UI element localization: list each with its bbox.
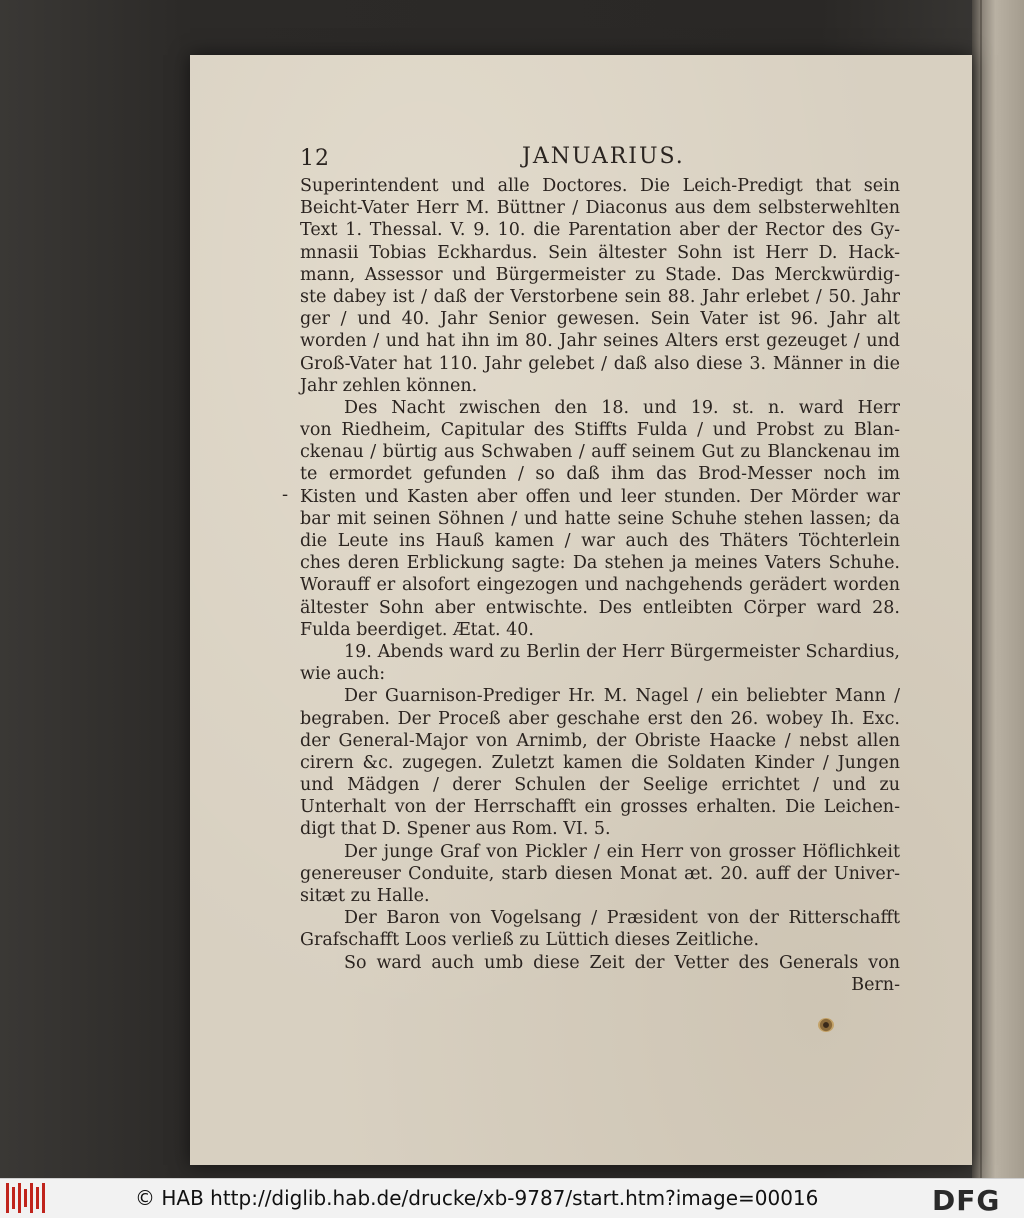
- text-line: Jahr zehlen können.: [300, 375, 478, 396]
- text-line: Worauff er alsofort eingezogen und nachgehends gerädert worden: [300, 575, 900, 596]
- page-header: [300, 140, 685, 174]
- text-line: Des Nacht zwischen den 18. und 19. st. n. ward Herr: [344, 397, 900, 418]
- text-line: ches deren Erblickung sagte: Da stehen ja meines Vaters Schuhe.: [300, 553, 900, 574]
- text-line: genereuser Conduite, starb diesen Monat æt. 20. auff der Univer-: [300, 863, 900, 884]
- footer-bar: [0, 1178, 1024, 1218]
- text-line: cirern &c. zugegen. Zuletzt kamen die Soldaten Kinder / Jungen: [300, 752, 900, 773]
- text-line: digt that D. Spener aus Rom. VI. 5.: [300, 819, 611, 840]
- text-line: sitæt zu Halle.: [300, 886, 430, 906]
- margin-mark: -: [282, 484, 289, 505]
- text-line: die Leute ins Hauß kamen / war auch des Thäters Töchterlein: [300, 531, 900, 551]
- text-line: begraben. Der Proceß aber geschahe erst den 26. wobey Ih. Exc.: [300, 708, 900, 729]
- text-line: Fulda beerdiget. Ætat. 40.: [300, 619, 534, 640]
- text-line: der General-Major von Arnimb, der Obriste Haacke / nebst allen: [300, 730, 900, 751]
- copyright-link[interactable]: © HAB http://diglib.hab.de/drucke/xb-9787/start.htm?image=00016: [135, 1186, 819, 1210]
- text-line: te ermordet gefunden / so daß ihm das Brod-Messer noch im: [300, 464, 900, 485]
- text-line: Der junge Graf von Pickler / ein Herr von grosser Höflichkeit: [344, 841, 900, 862]
- text-line: Beicht-Vater Herr M. Büttner / Diaconus aus dem selbsterwehlten: [300, 198, 900, 219]
- text-line: Superintendent und alle Doctores. Die Leich-Predigt that sein: [300, 176, 900, 196]
- text-line: Der Baron von Vogelsang / Præsident von der Ritterschafft: [344, 908, 900, 929]
- text-line: bar mit seinen Söhnen / und hatte seine Schuhe stehen lassen; da: [300, 508, 900, 529]
- text-line: ältester Sohn aber entwischte. Des entleibten Cörper ward 28.: [300, 597, 900, 618]
- dfg-logo: DFG: [932, 1184, 1001, 1217]
- text-line: Der Guarnison-Prediger Hr. M. Nagel / ein beliebter Mann /: [344, 686, 900, 707]
- text-line: Text 1. Thessal. V. 9. 10. die Parentation aber der Rector des Gy-: [300, 220, 900, 241]
- text-line: und Mädgen / derer Schulen der Seelige errichtet / und zu: [300, 775, 900, 796]
- text-line: So ward auch umb diese Zeit der Vetter des Generals von: [344, 952, 900, 973]
- running-head: JANUARIUS.: [522, 144, 685, 169]
- text-line: Grafschafft Loos verließ zu Lüttich dieses Zeitliche.: [300, 930, 760, 951]
- hab-logo-icon: [6, 1183, 46, 1213]
- text-line: Kisten und Kasten aber offen und leer stunden. Der Mörder war: [300, 486, 900, 507]
- page-number: 12: [300, 146, 330, 171]
- text-line: ckenau / bürtig aus Schwaben / auff seinem Gut zu Blanckenau im: [300, 442, 900, 463]
- text-line: von Riedheim, Capitular des Stiffts Fulda / und Probst zu Blan-: [300, 420, 900, 441]
- catchword: Bern-: [851, 974, 900, 995]
- text-line: Unterhalt von der Herrschafft ein grosses erhalten. Die Leichen-: [300, 797, 900, 818]
- text-line: mnasii Tobias Eckhardus. Sein ältester Sohn ist Herr D. Hack-: [300, 242, 900, 263]
- text-line: worden / und hat ihn im 80. Jahr seines Alters erst gezeuget / und: [300, 331, 900, 352]
- text-line: ger / und 40. Jahr Senior gewesen. Sein Vater ist 96. Jahr alt: [300, 309, 900, 330]
- ink-blot-ornament: [818, 1018, 834, 1032]
- text-line: wie auch:: [300, 664, 386, 685]
- text-line: mann, Assessor und Bürgermeister zu Stade. Das Merckwürdig-: [300, 264, 900, 285]
- text-line: 19. Abends ward zu Berlin der Herr Bürgermeister Schardius,: [344, 641, 900, 662]
- text-line: Groß-Vater hat 110. Jahr gelebet / daß also diese 3. Männer in die: [300, 353, 900, 374]
- next-page-edge: [972, 0, 1024, 1178]
- text-line: ste dabey ist / daß der Verstorbene sein 88. Jahr erlebet / 50. Jahr: [300, 286, 900, 307]
- body-text: [300, 175, 900, 996]
